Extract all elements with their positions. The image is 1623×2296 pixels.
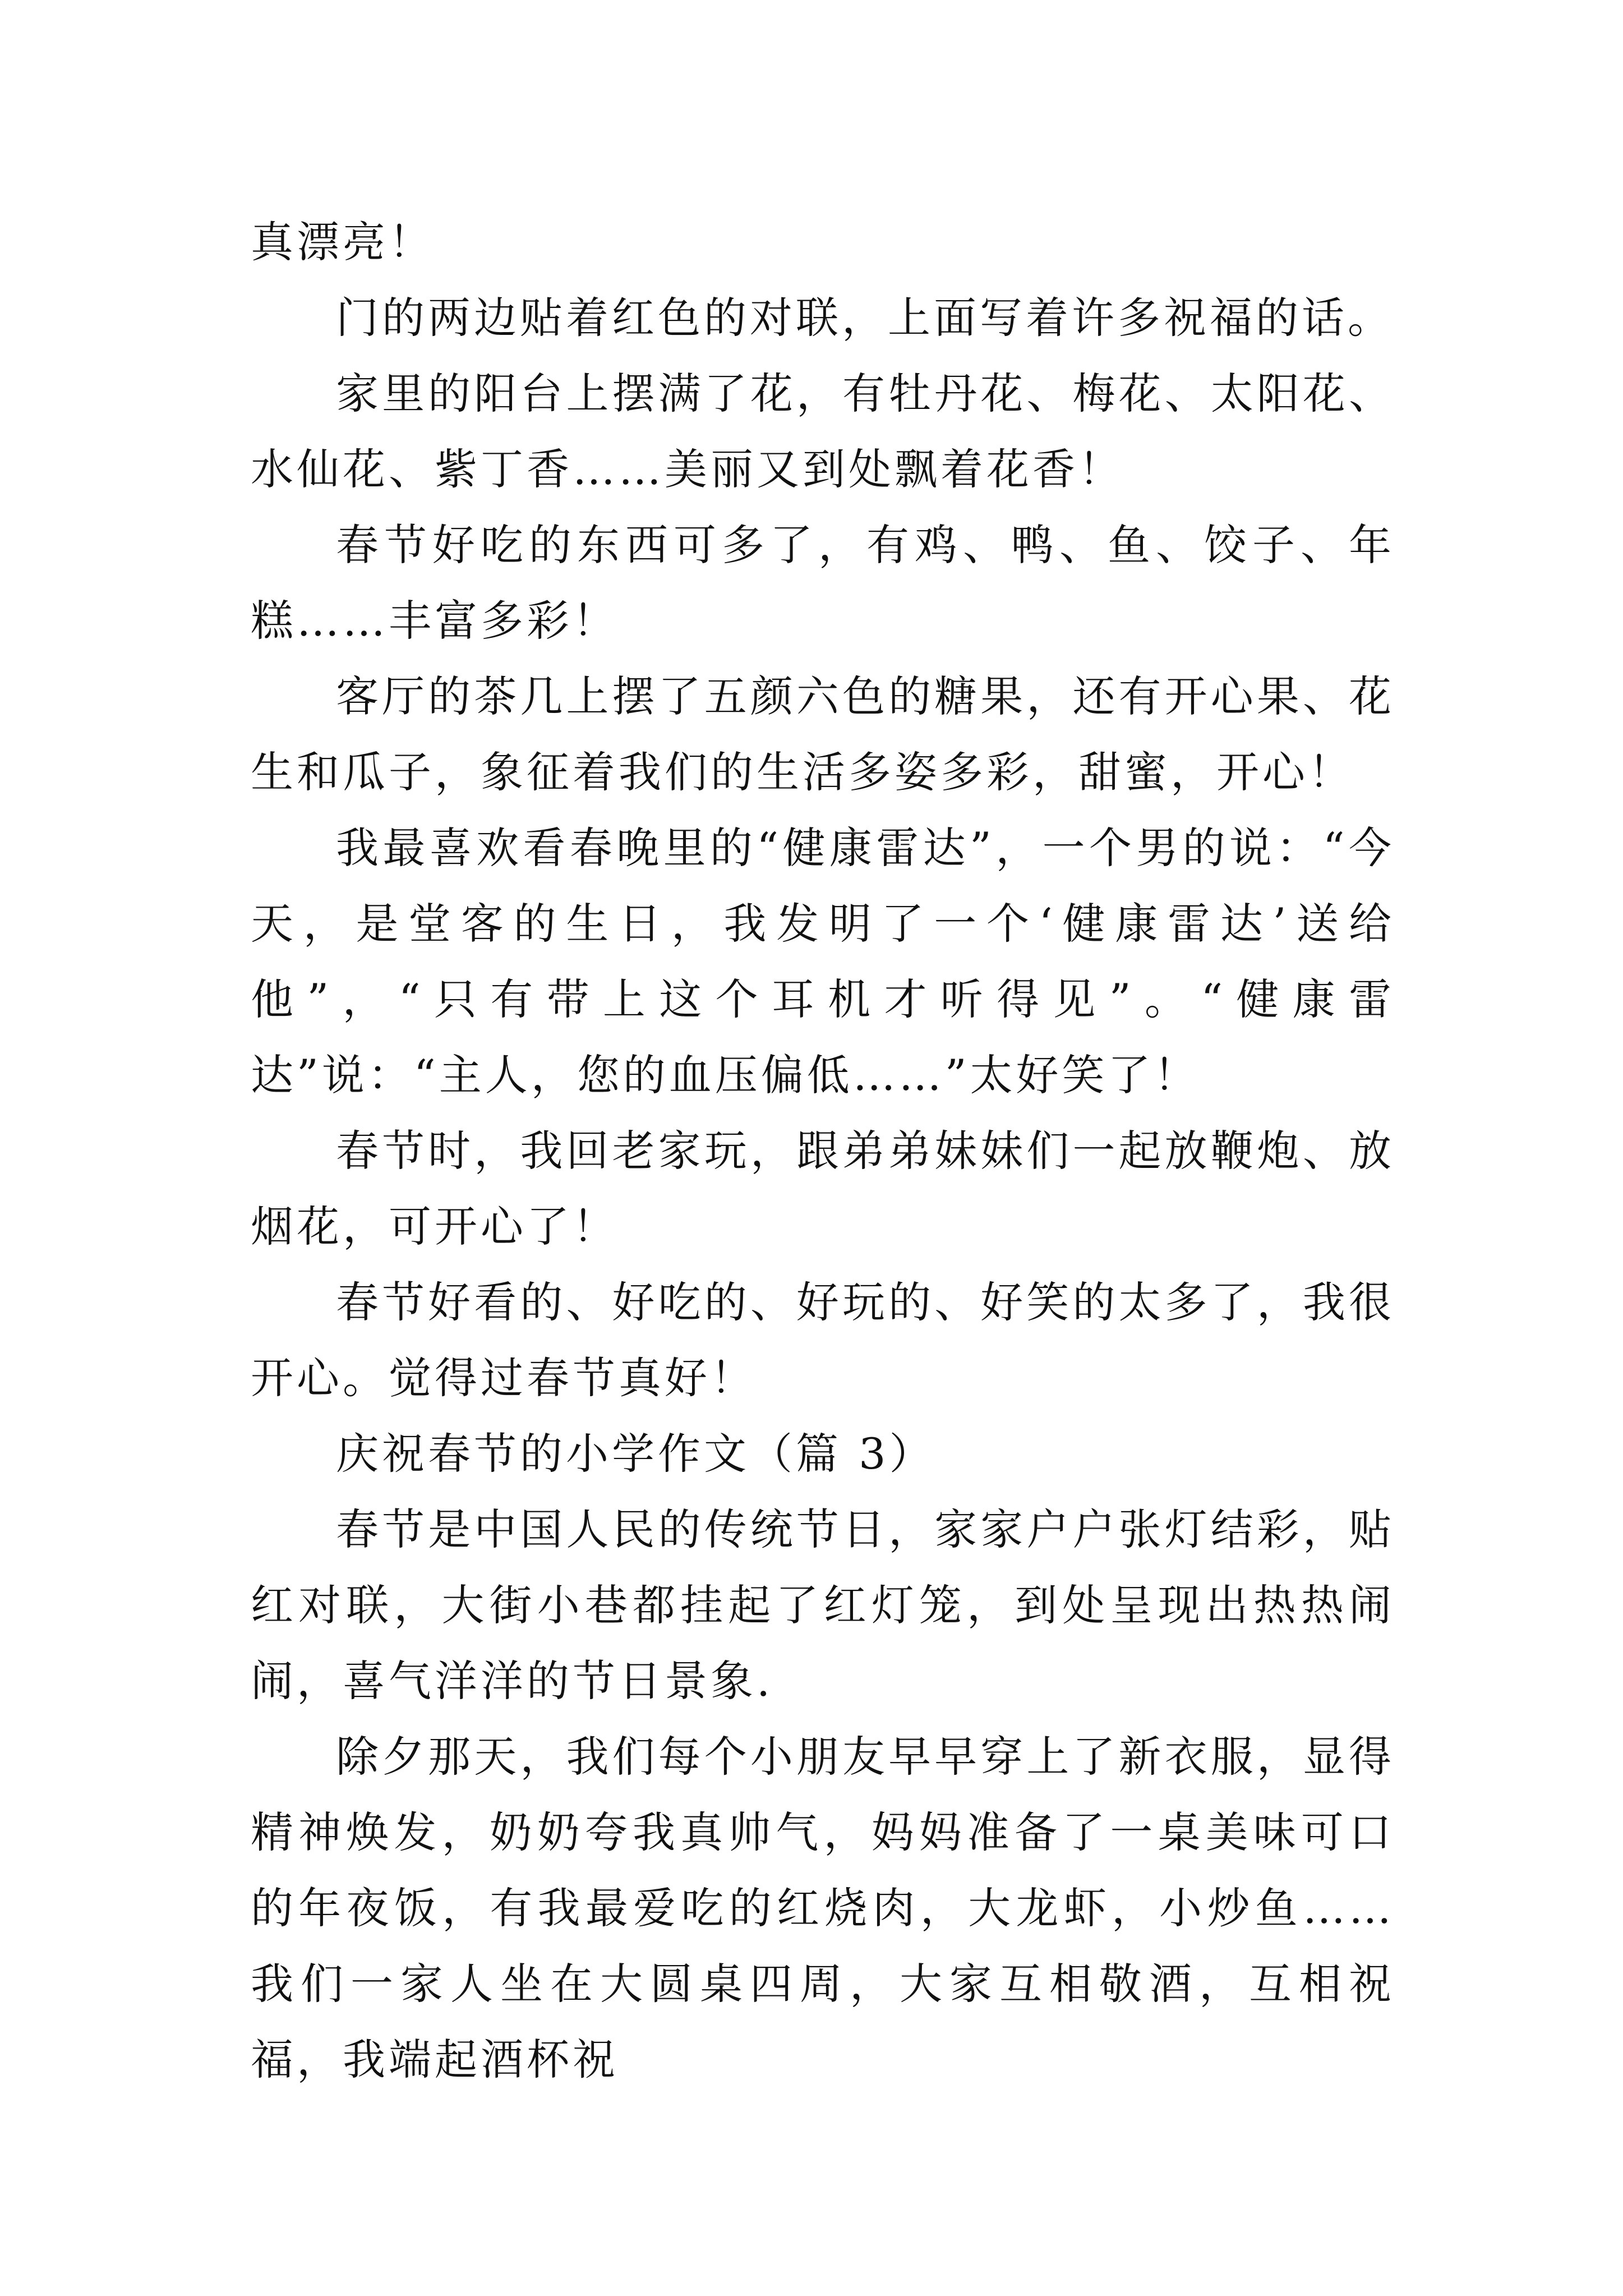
paragraph-conclusion: 春节好看的、好吃的、好玩的、好笑的太多了，我很开心。觉得过春节真好！ (251, 1277, 1395, 1403)
paragraph-festival-intro: 春节是中国人民的传统节日，家家户户张灯结彩，贴红对联，大街小巷都挂起了红灯笼，到处呈现出热热闹闹，喜气洋洋的节日景象. (251, 1504, 1395, 1706)
paragraph-new-year-eve: 除夕那天，我们每个小朋友早早穿上了新衣服，显得精神焕发，奶奶夸我真帅气，妈妈准备了一桌美味可口的年夜饭，有我最爱吃的红烧肉，大龙虾，小炒鱼……我们一家人坐在大圆桌四周，大家互相敬酒，互相祝福，我端起酒杯祝 (251, 1732, 1395, 2085)
paragraph-couplets: 门的两边贴着红色的对联，上面写着许多祝福的话。 (336, 293, 1394, 343)
document-body (251, 204, 1395, 2097)
paragraph-firecrackers: 春节时，我回老家玩，跟弟弟妹妹们一起放鞭炮、放烟花，可开心了！ (251, 1126, 1395, 1251)
paragraph-food: 春节好吃的东西可多了，有鸡、鸭、鱼、饺子、年糕……丰富多彩！ (251, 520, 1395, 646)
paragraph-candy: 客厅的茶几上摆了五颜六色的糖果，还有开心果、花生和瓜子，象征着我们的生活多姿多彩，甜蜜，开心！ (251, 671, 1395, 797)
paragraph-gala: 我最喜欢看春晚里的“健康雷达”，一个男的说：“今天，是堂客的生日，我发明了一个‘健康雷达’送给他”，“只有带上这个耳机才听得见”。“健康雷达”说：“主人，您的血压偏低……”太好笑了！ (251, 823, 1395, 1100)
section-heading: 庆祝春节的小学作文（篇 3） (336, 1429, 935, 1479)
paragraph-continuation: 真漂亮！ (251, 217, 435, 267)
paragraph-balcony-flowers: 家里的阳台上摆满了花，有牡丹花、梅花、太阳花、水仙花、紫丁香……美丽又到处飘着花香！ (251, 369, 1395, 494)
